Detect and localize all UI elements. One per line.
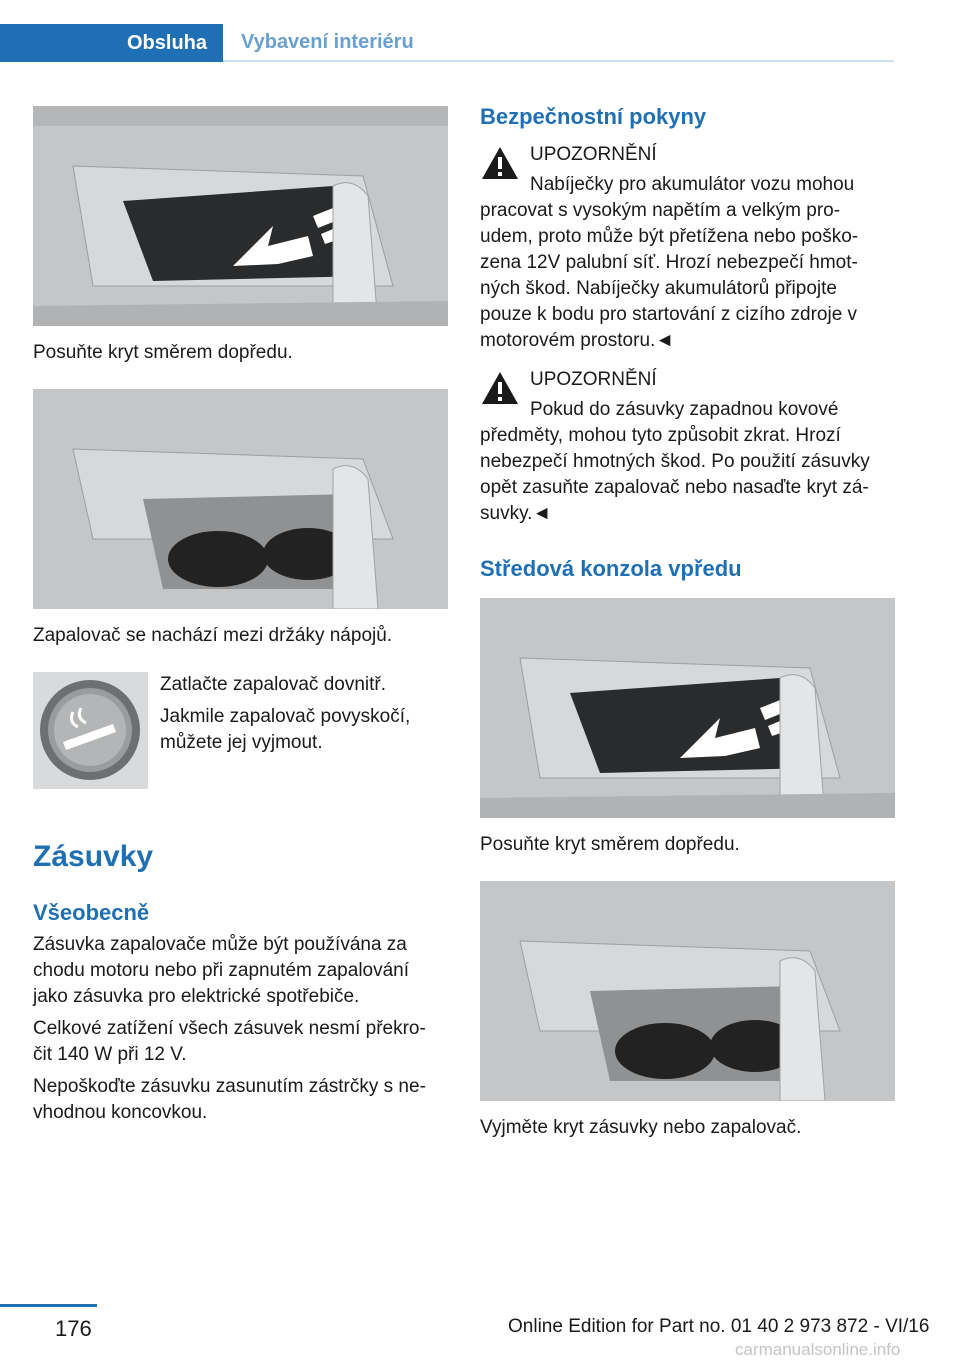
watermark: carmanualsonline.info xyxy=(735,1340,901,1359)
lighter-instruction-1: Zatlačte zapalovač dovnitř. xyxy=(160,674,387,695)
warning-label-1: UPOZORNĚNÍ xyxy=(530,144,657,165)
photo-cover-slide xyxy=(33,106,448,326)
caption-remove-cover: Vyjměte kryt zásuvky nebo zapalovač. xyxy=(480,1117,802,1138)
section-title-zasuvky: Zásuvky xyxy=(33,840,154,873)
page-header xyxy=(0,24,894,62)
footer-rule xyxy=(0,1304,97,1307)
online-edition-text: Online Edition for Part no. 01 40 2 973 872 - VI/16 xyxy=(508,1316,930,1337)
tab-obsluha[interactable]: Obsluha xyxy=(0,24,223,62)
cigarette-lighter-image xyxy=(33,672,148,789)
photo-socket-cup-holders xyxy=(480,881,895,1101)
paragraph-total-load: Celkové zatížení všech zásuvek nesmí překro‐ čit 140 W při 12 V. xyxy=(33,1018,426,1065)
lighter-instruction-2: Jakmile zapalovač povyskočí, xyxy=(160,706,411,727)
subsection-title-vseobecne: Všeobecně xyxy=(33,900,150,925)
tab-vybaveni-interieru[interactable]: Vybavení interiéru xyxy=(223,24,894,62)
paragraph-plug-warning: Nepoškoďte zásuvku zasunutím zástrčky s ne‐ vhodnou koncovkou. xyxy=(33,1076,426,1123)
warning-label-2: UPOZORNĚNÍ xyxy=(530,369,657,390)
caption-lighter-location: Zapalovač se nachází mezi držáky nápojů. xyxy=(33,625,393,646)
caption-slide-cover: Posuňte kryt směrem dopředu. xyxy=(33,342,293,363)
photo-cup-holders xyxy=(33,389,448,609)
caption-slide-cover-front: Posuňte kryt směrem dopředu. xyxy=(480,834,740,855)
photo-cover-slide-front xyxy=(480,598,895,818)
warning-text-1: Nabíječky pro akumulátor vozu mohou pracovat s vysokým napětím a velkým pro‐ udem, proto může být přetížena nebo poško‐ zena 12V palubní síť. Hrozí nebezpečí hmot‐ ných škod. Nabíječky akumulátorů připojte pouze k bodu pro startování z cizího zdroje v motorovém prostoru.◄ xyxy=(480,174,859,351)
section-title-safety: Bezpečnostní pokyny xyxy=(480,104,707,129)
page-number: 176 xyxy=(55,1316,92,1341)
section-title-center-console: Středová konzola vpředu xyxy=(480,556,742,581)
paragraph-socket-usage: Zásuvka zapalovače může být používána za chodu motoru nebo při zapnutém zapalování jako zásuvka pro elektrické spotřebiče. xyxy=(33,934,410,1007)
lighter-instruction-3: můžete jej vyjmout. xyxy=(160,732,323,753)
warning-text-2: Pokud do zásuvky zapadnou kovové předměty, mohou tyto způsobit zkrat. Hrozí nebezpečí hmotných škod. Po použití zásuvky opět zasuňte zapalovač nebo nasaďte kryt zá‐ suvky.◄ xyxy=(480,399,870,524)
